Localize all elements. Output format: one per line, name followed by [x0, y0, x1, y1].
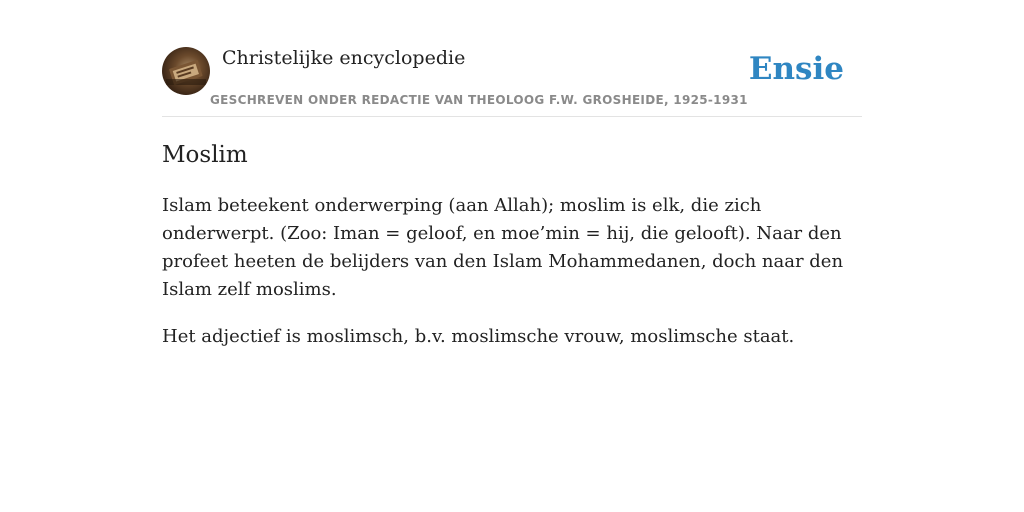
article-paragraph: Islam beteekent onderwerping (aan Allah); moslim is elk, die zich onderwerpt. (Zoo: Iman = geloof, en moe’min = hij, die gelooft). Naar den profeet heeten de belijders van den Islam Mohammedanen, doch naar den Islam zelf moslims.: [162, 195, 844, 300]
ensie-logo[interactable]: Ensie: [748, 51, 844, 87]
article-body: [162, 192, 862, 370]
book-cover-thumbnail-icon: [162, 47, 210, 95]
site-subtitle: GESCHREVEN ONDER REDACTIE VAN THEOLOOG F.W. GROSHEIDE, 1925-1931: [210, 93, 748, 107]
encyclopedia-avatar[interactable]: [162, 47, 210, 95]
article-paragraph: Het adjectief is moslimsch, b.v. moslimsche vrouw, moslimsche staat.: [162, 326, 795, 347]
page-container: [162, 0, 862, 347]
site-title[interactable]: Christelijke encyclopedie: [222, 47, 466, 69]
article-title: Moslim: [162, 142, 248, 168]
site-header: [162, 0, 862, 117]
